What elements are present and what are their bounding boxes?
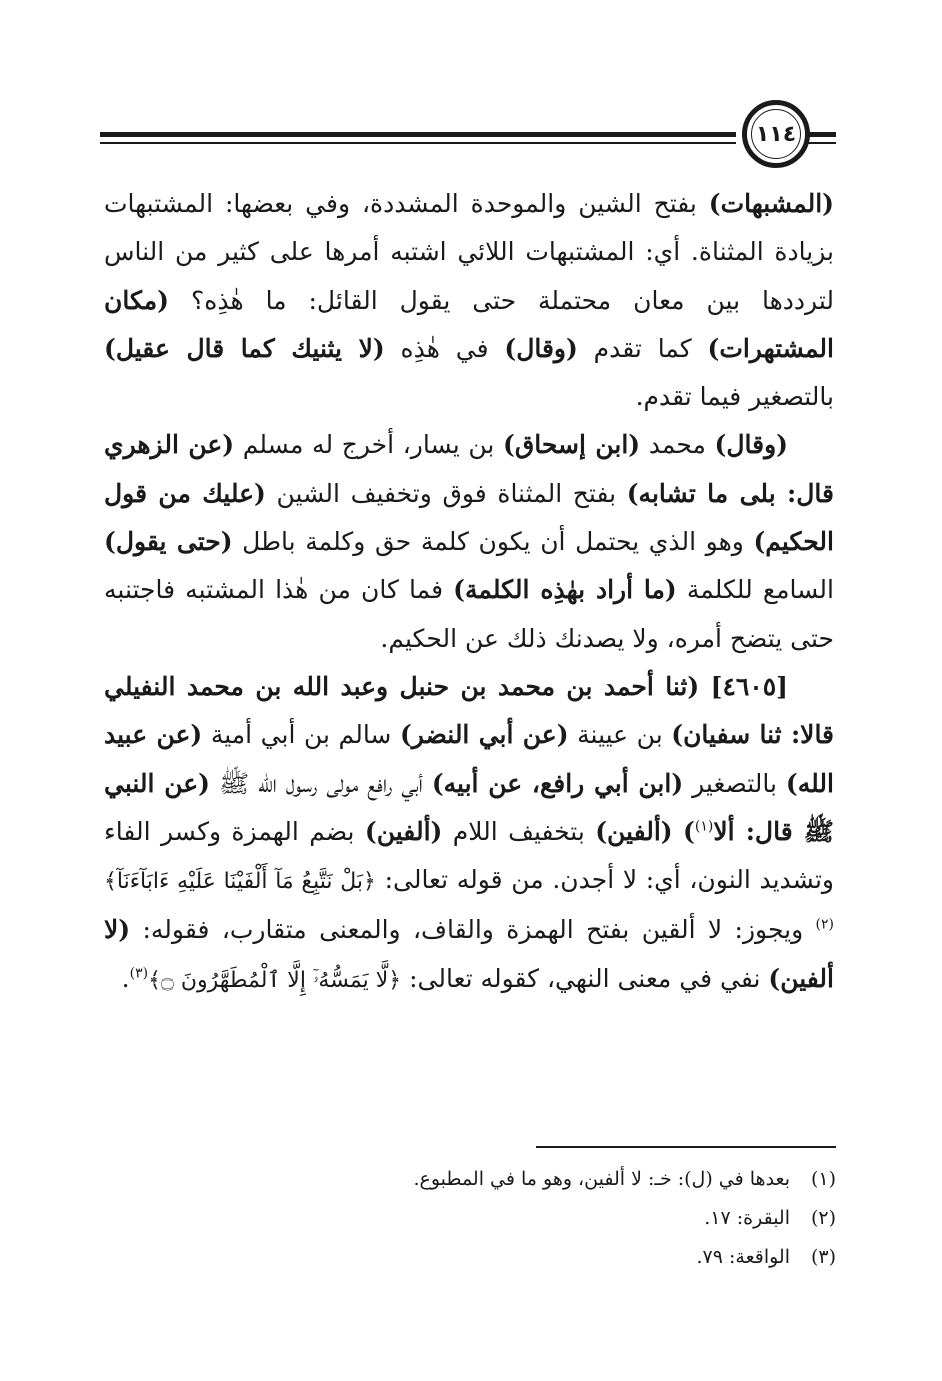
text-run: بضم الهمزة وكسر الفاء وتشديد النون، أي: لا أجدن. من قوله تعالى:	[104, 816, 834, 895]
text-run: بن يسار، أخرج له مسلم	[234, 430, 504, 460]
text-run: بالتصغير	[683, 768, 786, 798]
footnote-mark: (٢)	[810, 1207, 836, 1229]
header-rule-right-thin	[806, 142, 836, 144]
bold-text: (ألفين)	[364, 816, 443, 846]
bold-text: (عن أبي النضر)	[399, 720, 569, 750]
footnote-text: بعدها في (ل): خـ: لا ألفين، وهو ما في المطبوع.	[413, 1168, 790, 1190]
paragraph	[104, 421, 834, 662]
footnote-text: البقرة: ١٧.	[704, 1207, 790, 1229]
bold-text: (ألفين)	[595, 816, 673, 846]
bold-text: (وقال)	[714, 430, 789, 460]
footnote-1	[236, 1160, 836, 1199]
page-header	[100, 98, 836, 184]
paragraph	[104, 180, 834, 421]
bold-text: (عليك من قول الحكيم)	[104, 478, 834, 557]
bold-text: (المشبهات)	[708, 189, 834, 218]
bold-text: (مكان المشتهرات)	[104, 285, 834, 363]
text-run: محمد	[640, 430, 715, 460]
text-run: سالم بن أبي أمية	[202, 720, 400, 750]
footnote-ref: (٢)	[815, 917, 834, 934]
quran-verse: ﴿بَلْ نَتَّبِعُ مَآ أَلْفَيْنَا عَلَيْهِ ءَابَآءَنَآ﴾	[104, 869, 376, 895]
footnote-mark: (١)	[810, 1168, 836, 1190]
bold-text: (لا يثنيك كما قال عقيل)	[104, 333, 385, 363]
text-run: فما كان من هٰذا المشتبه فاجتنبه حتى يتضح أمره، ولا يصدنك ذلك عن الحكيم.	[104, 575, 834, 653]
text-run: في هٰذِه	[384, 333, 505, 363]
bold-text: (عن الزهري قال: بلى ما تشابه)	[104, 430, 834, 508]
bold-text: (عن عبيد الله)	[104, 720, 834, 798]
footnote-2	[236, 1199, 836, 1238]
text-run: بالتصغير فيما تقدم.	[635, 382, 834, 412]
text-run: كما تقدم	[577, 333, 708, 363]
paragraph	[104, 663, 834, 1005]
footnote-mark: (٣)	[810, 1246, 836, 1268]
text-run: بتخفيف اللام	[442, 816, 596, 846]
bold-text: (ابن أبي رافع، عن أبيه)	[431, 768, 684, 798]
header-rule-thick	[100, 132, 736, 137]
footnote-text: الواقعة: ٧٩.	[696, 1246, 790, 1268]
quran-verse: ﴿لَّا يَمَسُّهُۥٓ إِلَّا ٱلْمُطَهَّرُونَ ۝﴾	[148, 967, 402, 993]
bold-text: )	[683, 816, 695, 846]
footnote-separator	[536, 1146, 836, 1148]
bold-text: (وقال)	[504, 333, 578, 363]
text-run: نفي في معنى النهي، كقوله تعالى:	[401, 963, 769, 993]
text-run: ويجوز: لا ألقين بفتح الهمزة والقاف، والمعنى متقارب، فقوله:	[130, 915, 816, 945]
text-run: بن عيينة	[568, 720, 672, 750]
text-run: .	[121, 963, 130, 993]
bold-text: (عن النبي ﷺ قال: ألا	[104, 768, 834, 846]
header-rule-right-thick	[806, 132, 836, 137]
footnote-ref: (١)	[694, 818, 714, 835]
footnote-ref: (٣)	[129, 965, 149, 982]
bold-text: (ما أراد بهٰذِه الكلمة)	[453, 575, 677, 605]
text-run: أبي رافع مولى رسول الله ﷺ	[209, 768, 432, 798]
text-run: بفتح المثناة فوق وتخفيف الشين	[265, 478, 627, 508]
text-run: السامع للكلمة	[676, 575, 834, 605]
bold-text: (ابن إسحاق)	[503, 430, 641, 460]
header-rule-thin	[100, 142, 736, 144]
page-number: ١١٤	[742, 100, 810, 168]
text-run: وهو الذي يحتمل أن يكون كلمة حق وكلمة باطل	[232, 527, 754, 557]
bold-text: (حتى يقول)	[104, 527, 233, 557]
footnotes	[236, 1160, 836, 1277]
main-text	[104, 180, 834, 1005]
text-run	[673, 817, 683, 846]
text-run: بفتح الشين والموحدة المشددة، وفي بعضها: المشتبهات بزيادة المثناة. أي: المشتبهات اللائي اشتبه أمرها على كثير من الناس لترددها بين معان محتملة حتى يقول القائل: ما هٰذِه؟	[104, 189, 834, 315]
bold-text: [٤٦٠٥] (ثنا أحمد بن محمد بن حنبل وعبد الله بن محمد النفيلي قالا: ثنا سفيان)	[104, 671, 835, 750]
footnote-3	[236, 1238, 836, 1277]
bold-text: (لا ألفين)	[104, 915, 834, 993]
